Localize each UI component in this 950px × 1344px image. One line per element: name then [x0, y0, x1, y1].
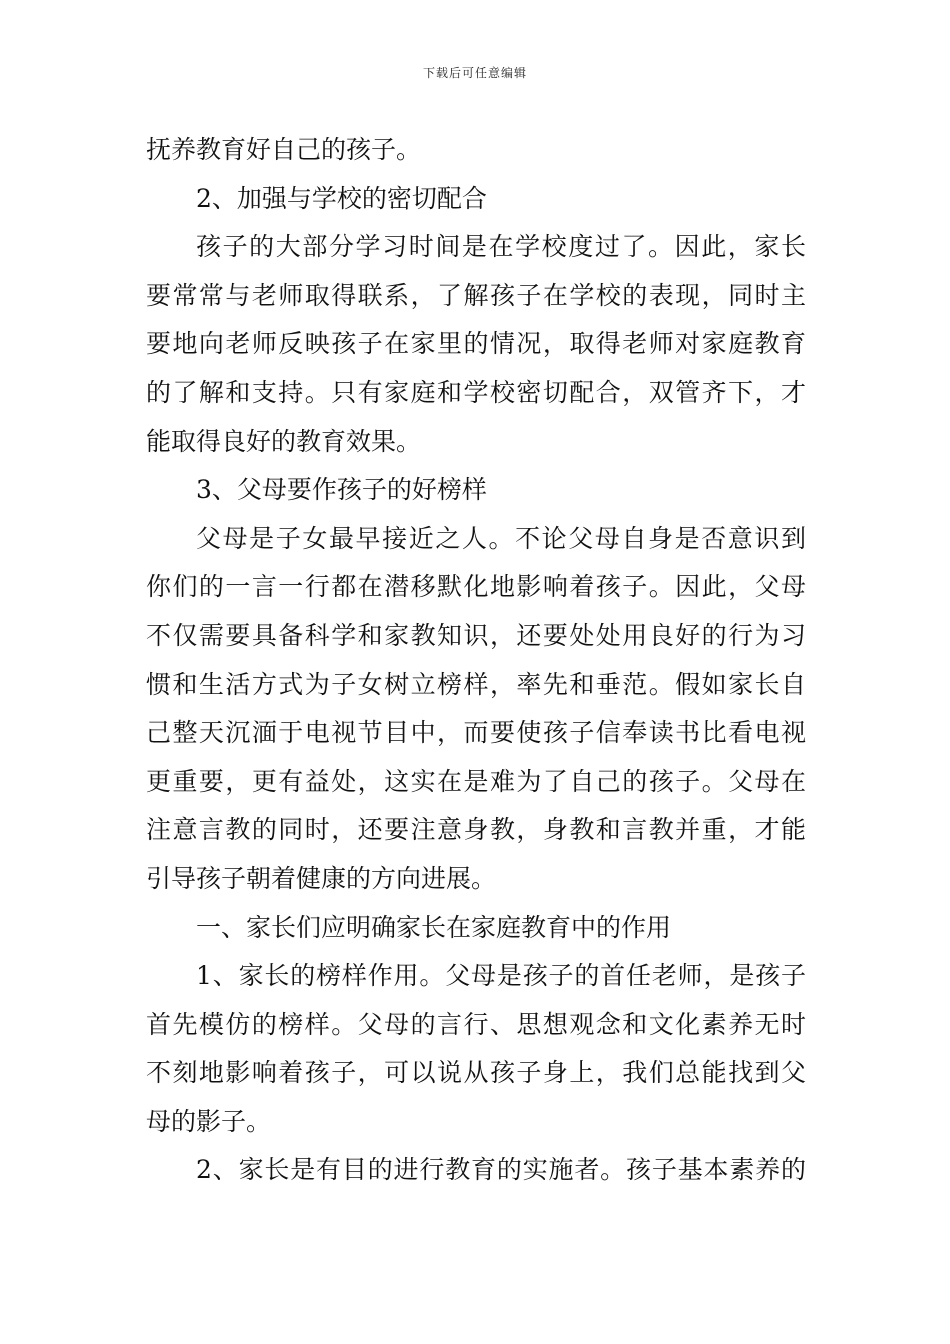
document-body [146, 126, 806, 1195]
text-line: 你们的一言一行都在潜移默化地影响着孩子。因此，父母 [146, 572, 806, 602]
text-line: 2、家长是有目的进行教育的实施者。孩子基本素养的 [196, 1155, 806, 1185]
section-heading: 3、父母要作孩子的好榜样 [196, 475, 487, 505]
text-line: 不仅需要具备科学和家教知识，还要处处用良好的行为习 [146, 620, 806, 650]
text-line: 要地向老师反映孩子在家里的情况，取得老师对家庭教育 [146, 329, 806, 359]
text-line: 母的影子。 [146, 1106, 272, 1136]
text-line: 首先模仿的榜样。父母的言行、思想观念和文化素养无时 [146, 1009, 806, 1039]
text-line: 抚养教育好自己的孩子。 [146, 135, 422, 164]
text-line: 的了解和支持。只有家庭和学校密切配合，双管齐下，才 [146, 377, 806, 407]
text-line: 注意言教的同时，还要注意身教，身教和言教并重，才能 [146, 815, 806, 845]
text-line: 1、家长的榜样作用。父母是孩子的首任老师，是孩子 [196, 961, 806, 991]
page-header-note: 下载后可任意编辑 [422, 66, 527, 80]
text-line: 引导孩子朝着健康的方向进展。 [146, 863, 497, 893]
text-line: 父母是子女最早接近之人。不论父母自身是否意识到 [196, 523, 806, 553]
section-heading: 一、家长们应明确家长在家庭教育中的作用 [196, 912, 672, 942]
text-line: 不刻地影响着孩子，可以说从孩子身上，我们总能找到父 [146, 1058, 806, 1088]
text-line: 己整天沉湎于电视节目中，而要使孩子信奉读书比看电视 [146, 718, 806, 748]
text-line: 更重要，更有益处，这实在是难为了自己的孩子。父母在 [146, 766, 806, 796]
section-heading: 2、加强与学校的密切配合 [196, 183, 487, 213]
text-line: 孩子的大部分学习时间是在学校度过了。因此，家长 [196, 232, 806, 262]
text-line: 能取得良好的教育效果。 [146, 426, 422, 456]
text-line: 惯和生活方式为子女树立榜样，率先和垂范。假如家长自 [146, 669, 806, 699]
text-line: 要常常与老师取得联系，了解孩子在学校的表现，同时主 [146, 280, 806, 310]
